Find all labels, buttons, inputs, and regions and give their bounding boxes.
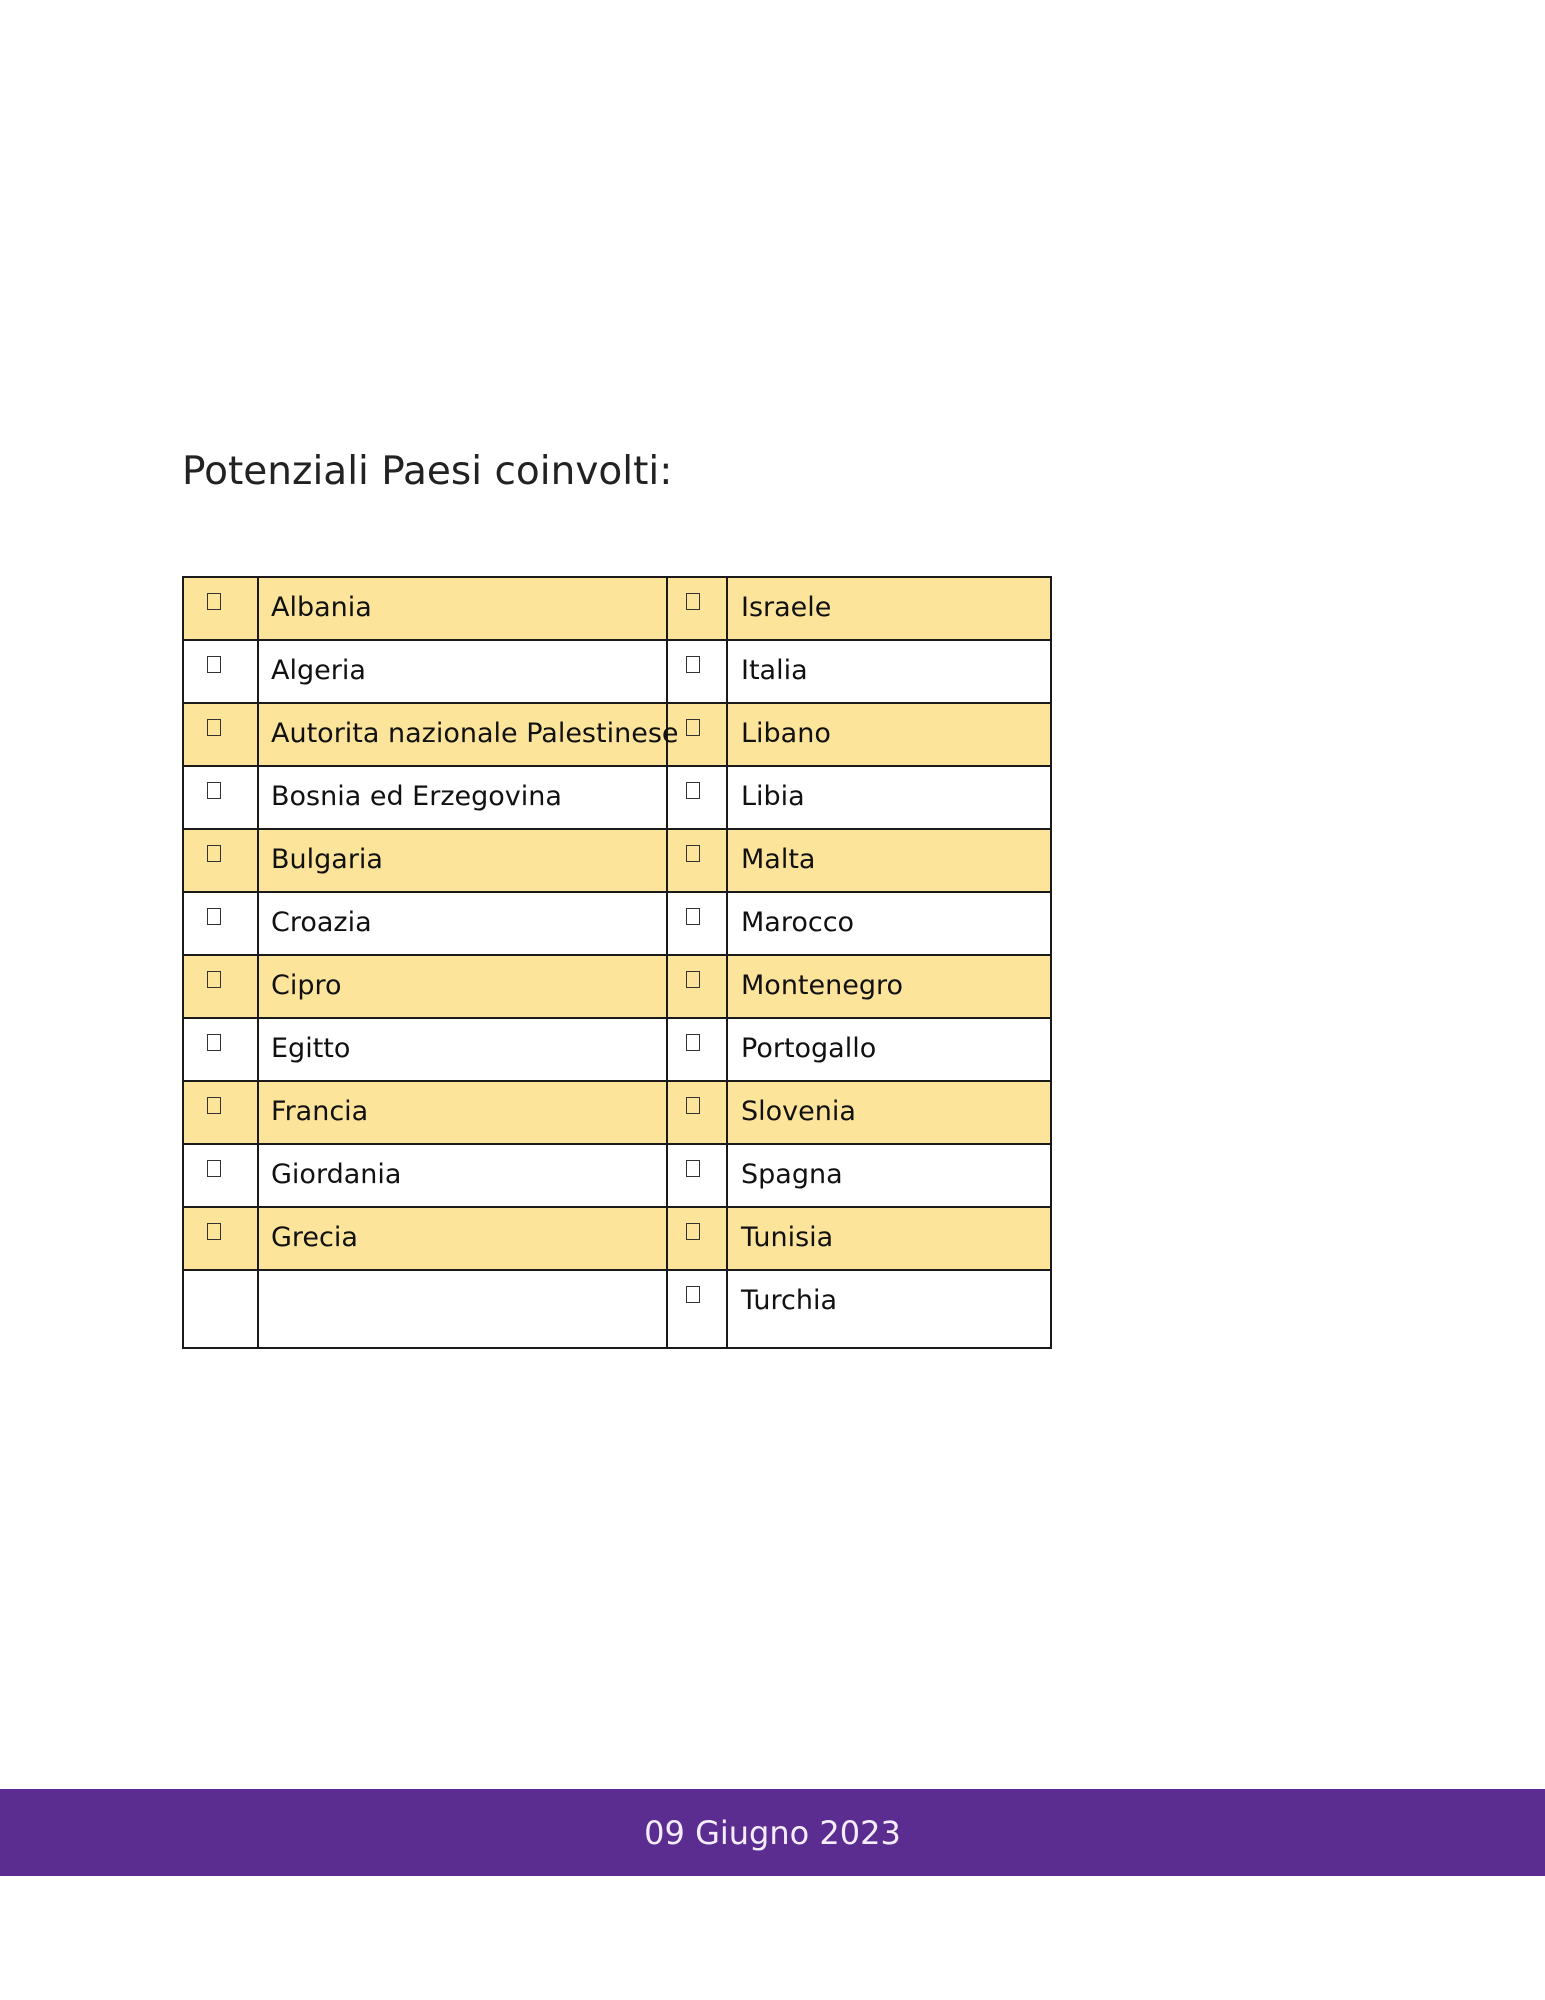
table-row bbox=[183, 1081, 1051, 1144]
country-cell bbox=[727, 1018, 1051, 1081]
country-label: Giordania bbox=[271, 1159, 402, 1190]
checkbox-portogallo[interactable] bbox=[686, 1034, 700, 1051]
checkbox-montenegro[interactable] bbox=[686, 971, 700, 988]
empty-cell bbox=[183, 1270, 258, 1348]
country-label: Spagna bbox=[741, 1159, 843, 1190]
checkbox-cell bbox=[667, 766, 727, 829]
footer-bar bbox=[0, 1789, 1545, 1876]
checkbox-cell bbox=[183, 1207, 258, 1270]
country-cell bbox=[727, 1270, 1051, 1348]
country-cell bbox=[258, 766, 667, 829]
country-label: Egitto bbox=[271, 1033, 351, 1064]
country-cell bbox=[258, 1207, 667, 1270]
checkbox-cell bbox=[183, 955, 258, 1018]
checkbox-libia[interactable] bbox=[686, 782, 700, 799]
country-label: Libano bbox=[741, 718, 831, 749]
empty-cell bbox=[258, 1270, 667, 1348]
country-label: Autorita nazionale Palestinese bbox=[271, 718, 679, 749]
country-label: Algeria bbox=[271, 655, 366, 686]
table-row bbox=[183, 577, 1051, 640]
checkbox-cell bbox=[667, 1270, 727, 1348]
page-heading: Potenziali Paesi coinvolti: bbox=[182, 449, 673, 494]
country-cell bbox=[727, 955, 1051, 1018]
checkbox-cell bbox=[667, 1144, 727, 1207]
table-row bbox=[183, 703, 1051, 766]
country-label: Libia bbox=[741, 781, 805, 812]
table-row bbox=[183, 1207, 1051, 1270]
checkbox-francia[interactable] bbox=[207, 1097, 221, 1114]
checkbox-cell bbox=[183, 766, 258, 829]
country-label: Bosnia ed Erzegovina bbox=[271, 781, 562, 812]
table-row bbox=[183, 1144, 1051, 1207]
checkbox-turchia[interactable] bbox=[686, 1286, 700, 1303]
checkbox-albania[interactable] bbox=[207, 593, 221, 610]
checkbox-libano[interactable] bbox=[686, 719, 700, 736]
country-cell bbox=[727, 577, 1051, 640]
country-cell bbox=[258, 640, 667, 703]
checkbox-croazia[interactable] bbox=[207, 908, 221, 925]
checkbox-cipro[interactable] bbox=[207, 971, 221, 988]
country-label: Bulgaria bbox=[271, 844, 383, 875]
country-label: Francia bbox=[271, 1096, 369, 1127]
country-cell bbox=[727, 703, 1051, 766]
checkbox-cell bbox=[183, 1018, 258, 1081]
country-label: Malta bbox=[741, 844, 816, 875]
checkbox-cell bbox=[667, 892, 727, 955]
footer-date: 09 Giugno 2023 bbox=[644, 1814, 901, 1852]
checkbox-cell bbox=[183, 829, 258, 892]
country-label: Turchia bbox=[741, 1285, 838, 1316]
country-label: Italia bbox=[741, 655, 808, 686]
country-cell bbox=[258, 892, 667, 955]
country-label: Montenegro bbox=[741, 970, 904, 1001]
country-label: Marocco bbox=[741, 907, 855, 938]
country-cell bbox=[258, 703, 679, 766]
country-label: Croazia bbox=[271, 907, 372, 938]
checkbox-marocco[interactable] bbox=[686, 908, 700, 925]
checkbox-giordania[interactable] bbox=[207, 1160, 221, 1177]
countries-table bbox=[182, 576, 1052, 1349]
checkbox-spagna[interactable] bbox=[686, 1160, 700, 1177]
country-cell bbox=[258, 1081, 667, 1144]
checkbox-cell bbox=[667, 577, 727, 640]
checkbox-cell bbox=[183, 892, 258, 955]
checkbox-israele[interactable] bbox=[686, 593, 700, 610]
checkbox-cell bbox=[183, 577, 258, 640]
checkbox-cell bbox=[667, 1207, 727, 1270]
country-cell bbox=[727, 1207, 1051, 1270]
checkbox-bulgaria[interactable] bbox=[207, 845, 221, 862]
checkbox-malta[interactable] bbox=[686, 845, 700, 862]
country-label: Israele bbox=[741, 592, 832, 623]
checkbox-cell bbox=[183, 1081, 258, 1144]
checkbox-cell bbox=[183, 1144, 258, 1207]
checkbox-cell bbox=[183, 640, 258, 703]
checkbox-cell bbox=[667, 1081, 727, 1144]
checkbox-cell bbox=[183, 703, 258, 766]
table-row bbox=[183, 640, 1051, 703]
table-row bbox=[183, 766, 1051, 829]
country-label: Grecia bbox=[271, 1222, 358, 1253]
country-cell bbox=[727, 1144, 1051, 1207]
country-cell bbox=[727, 766, 1051, 829]
table-row bbox=[183, 1270, 1051, 1348]
checkbox-cell bbox=[667, 829, 727, 892]
country-cell bbox=[258, 829, 667, 892]
checkbox-palestina[interactable] bbox=[207, 719, 221, 736]
country-cell bbox=[258, 1018, 667, 1081]
checkbox-italia[interactable] bbox=[686, 656, 700, 673]
country-label: Slovenia bbox=[741, 1096, 856, 1127]
country-cell bbox=[727, 892, 1051, 955]
table-row bbox=[183, 892, 1051, 955]
country-cell bbox=[727, 829, 1051, 892]
country-cell bbox=[258, 1144, 667, 1207]
table-row bbox=[183, 1018, 1051, 1081]
country-label: Portogallo bbox=[741, 1033, 877, 1064]
checkbox-cell bbox=[667, 1018, 727, 1081]
checkbox-slovenia[interactable] bbox=[686, 1097, 700, 1114]
table-row bbox=[183, 829, 1051, 892]
checkbox-algeria[interactable] bbox=[207, 656, 221, 673]
country-label: Albania bbox=[271, 592, 372, 623]
country-cell bbox=[727, 1081, 1051, 1144]
checkbox-cell bbox=[667, 955, 727, 1018]
country-label: Cipro bbox=[271, 970, 342, 1001]
country-label: Tunisia bbox=[741, 1222, 834, 1253]
table-row bbox=[183, 955, 1051, 1018]
country-cell bbox=[258, 955, 667, 1018]
checkbox-grecia[interactable] bbox=[207, 1223, 221, 1240]
checkbox-egitto[interactable] bbox=[207, 1034, 221, 1051]
country-cell bbox=[258, 577, 667, 640]
country-cell bbox=[727, 640, 1051, 703]
checkbox-tunisia[interactable] bbox=[686, 1223, 700, 1240]
checkbox-cell bbox=[667, 640, 727, 703]
checkbox-bosnia[interactable] bbox=[207, 782, 221, 799]
